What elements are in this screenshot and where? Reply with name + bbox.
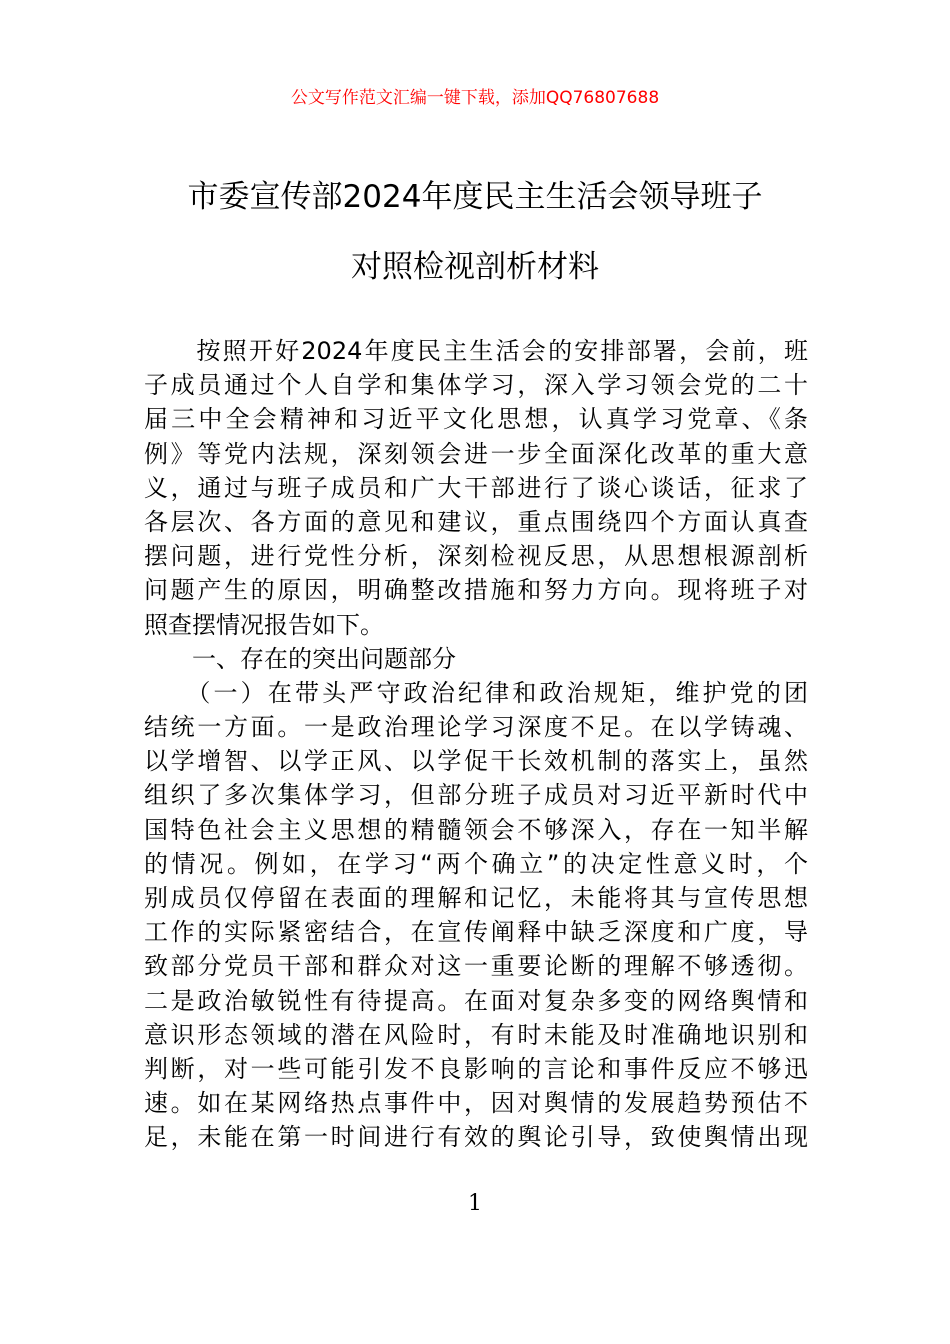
body-line: （一）在带头严守政治纪律和政治规矩，维护党的团 [144,678,808,707]
download-watermark: 公文写作范文汇编一键下载，添加QQ76807688 [290,88,660,108]
body-line: 别成员仅停留在表面的理解和记忆，未能将其与宣传思想 [144,884,808,912]
section-heading: 一、存在的突出问题部分 [144,644,456,673]
body-line: 照查摆情况报告如下。 [144,610,384,639]
body-line: 致部分党员干部和群众对这一重要论断的理解不够透彻。 [144,952,808,981]
body-line: 国特色社会主义思想的精髓领会不够深入，存在一知半解 [144,815,808,844]
body-line: 足，未能在第一时间进行有效的舆论引导，致使舆情出现 [144,1123,808,1152]
body-line: 判断，对一些可能引发不良影响的言论和事件反应不够迅 [144,1054,808,1083]
body-line: 工作的实际紧密结合，在宣传阐释中缺乏深度和广度，导 [144,918,808,947]
body-line: 结统一方面。一是政治理论学习深度不足。在以学铸魂、 [144,713,808,742]
body-line: 的情况。例如，在学习“两个确立”的决定性意义时，个 [144,849,808,878]
body-line: 速。如在某网络热点事件中，因对舆情的发展趋势预估不 [144,1089,808,1118]
body-line: 以学增智、以学正风、以学促干长效机制的落实上，虽然 [144,747,808,776]
document-title-line-1: 市委宣传部2024年度民主生活会领导班子 [187,179,763,215]
body-line: 二是政治敏锐性有待提高。在面对复杂多变的网络舆情和 [144,986,808,1015]
body-line: 各层次、各方面的意见和建议，重点围绕四个方面认真查 [144,507,808,536]
body-line: 例》等党内法规，深刻领会进一步全面深化改革的重大意 [144,439,808,468]
document-title-line-2: 对照检视剖析材料 [351,249,599,285]
document-body [144,334,808,1155]
body-line: 按照开好2024年度民主生活会的安排部署，会前，班 [144,337,808,365]
body-line: 组织了多次集体学习，但部分班子成员对习近平新时代中 [144,781,808,810]
body-line: 意识形态领域的潜在风险时，有时未能及时准确地识别和 [144,1020,808,1049]
body-line: 届三中全会精神和习近平文化思想，认真学习党章、《条 [144,405,808,434]
body-line: 摆问题，进行党性分析，深刻检视反思，从思想根源剖析 [144,542,808,571]
body-line: 子成员通过个人自学和集体学习，深入学习领会党的二十 [144,371,808,400]
body-line: 义，通过与班子成员和广大干部进行了谈心谈话，征求了 [144,473,808,502]
page-number: 1 [468,1191,482,1216]
body-line: 问题产生的原因，明确整改措施和努力方向。现将班子对 [144,576,808,605]
